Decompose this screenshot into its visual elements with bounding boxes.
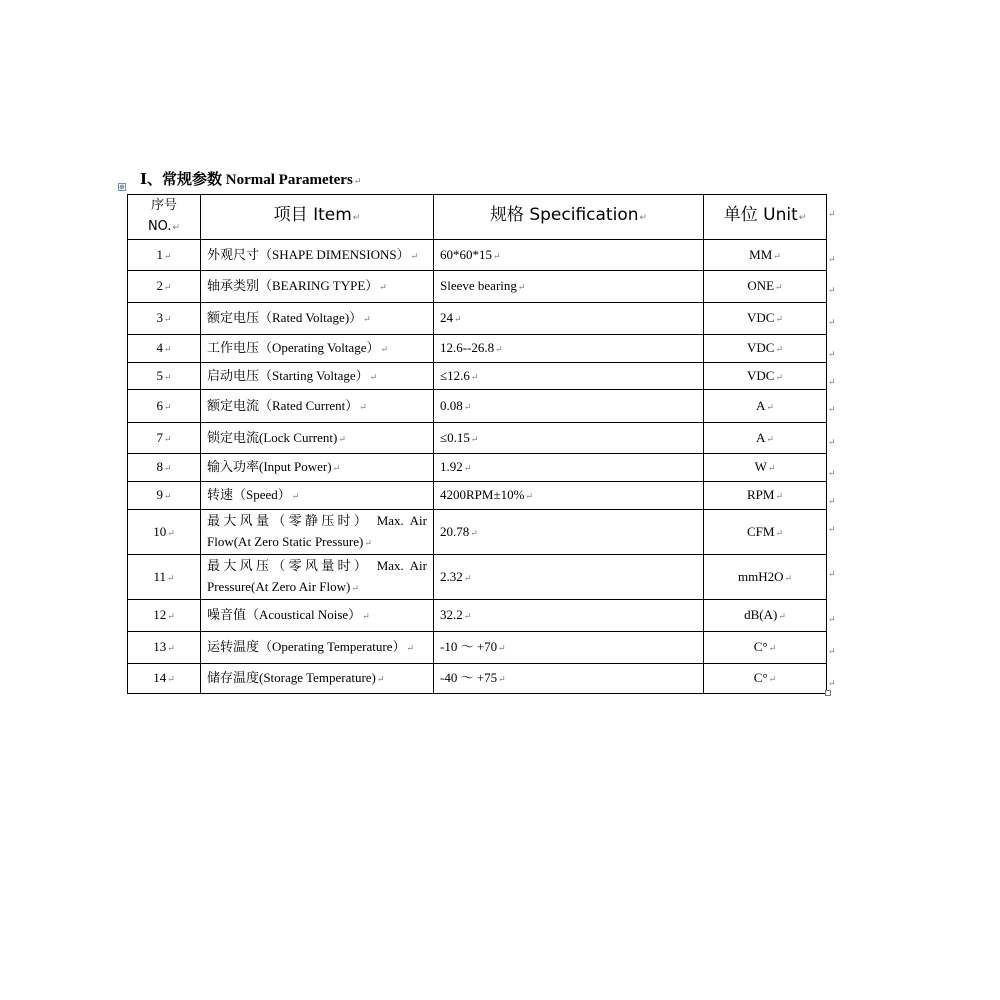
paragraph-mark-icon: ↵ [353, 176, 362, 186]
cell-unit-text: A [756, 429, 766, 445]
cell-item-text: 轴承类别（BEARING TYPE） [207, 278, 379, 293]
table-row [128, 335, 827, 363]
paragraph-mark-icon: ↵ [525, 491, 533, 501]
cell-no-text: 4 [156, 340, 163, 355]
cell-no-text: 14 [153, 670, 167, 685]
row-end-mark-icon: ↵ [828, 208, 836, 219]
cell-no[interactable] [128, 510, 201, 555]
row-end-mark-icon: ↵ [828, 523, 836, 534]
paragraph-mark-icon: ↵ [379, 282, 387, 292]
cell-no[interactable] [128, 600, 201, 632]
paragraph-mark-icon: ↵ [470, 527, 478, 538]
cell-spec-text: Sleeve bearing [440, 278, 517, 293]
cell-unit[interactable] [704, 303, 827, 335]
cell-no[interactable] [128, 664, 201, 694]
cell-no-text: 1 [156, 246, 163, 262]
table-row [128, 240, 827, 271]
cell-item-text: 储存温度(Storage Temperature) [207, 670, 376, 685]
cell-item-text: 启动电压（Starting Voltage） [207, 367, 369, 383]
table-row [128, 454, 827, 482]
table-row [128, 632, 827, 664]
paragraph-mark-icon: ↵ [363, 314, 371, 324]
row-end-mark-icon: ↵ [828, 316, 836, 327]
paragraph-mark-icon: ↵ [775, 491, 783, 501]
paragraph-mark-icon: ↵ [380, 344, 389, 354]
cell-no[interactable] [128, 632, 201, 664]
cell-no-text: 11 [153, 568, 166, 584]
paragraph-mark-icon: ↵ [517, 282, 526, 292]
header-unit: 单位 Unit [723, 205, 798, 225]
cell-spec[interactable] [434, 271, 704, 303]
cell-spec[interactable] [434, 390, 704, 423]
cell-item[interactable] [201, 240, 434, 271]
paragraph-mark-icon: ↵ [773, 250, 781, 261]
row-end-mark-icon: ↵ [828, 403, 836, 414]
cell-unit-text: C° [753, 670, 768, 685]
cell-unit-text: CFM [746, 523, 775, 539]
cell-no[interactable] [128, 271, 201, 303]
cell-item-text: 额定电流（Rated Current） [207, 397, 359, 413]
paragraph-mark-icon: ↵ [775, 282, 783, 292]
cell-spec-text: 60*60*15 [440, 246, 492, 262]
cell-unit[interactable] [704, 482, 827, 510]
cell-unit-text: dB(A) [744, 607, 778, 622]
paragraph-mark-icon: ↵ [167, 674, 175, 684]
paragraph-mark-icon: ↵ [163, 463, 172, 473]
paragraph-mark-icon: ↵ [639, 213, 648, 223]
paragraph-mark-icon: ↵ [454, 314, 462, 324]
paragraph-mark-icon: ↵ [332, 463, 341, 473]
table-row [128, 664, 827, 694]
cell-spec-text: 1.92 [440, 459, 463, 474]
row-end-marks [828, 0, 838, 1000]
cell-item-text: 外观尺寸（SHAPE DIMENSIONS） [207, 246, 410, 262]
cell-item[interactable] [201, 510, 434, 555]
cell-no-text: 8 [156, 459, 163, 474]
paragraph-mark-icon: ↵ [291, 491, 300, 501]
header-no-cell[interactable] [128, 195, 201, 240]
paragraph-mark-icon: ↵ [463, 572, 472, 583]
paragraph-mark-icon: ↵ [163, 282, 172, 292]
table-row [128, 555, 827, 600]
row-end-mark-icon: ↵ [828, 253, 836, 264]
section-title-text: Ⅰ、常规参数 Normal Parameters [140, 172, 353, 188]
paragraph-mark-icon: ↵ [166, 572, 175, 583]
paragraph-mark-icon: ↵ [369, 371, 378, 382]
cell-spec[interactable] [434, 600, 704, 632]
paragraph-mark-icon: ↵ [775, 344, 783, 354]
cell-item-text: 噪音值（Acoustical Noise） [207, 607, 362, 622]
cell-item[interactable] [201, 363, 434, 390]
cell-spec[interactable] [434, 303, 704, 335]
cell-unit-text: VDC [747, 310, 775, 325]
paragraph-mark-icon: ↵ [463, 463, 472, 473]
cell-no-text: 3 [156, 310, 163, 325]
paragraph-mark-icon: ↵ [359, 401, 367, 412]
table-row [128, 390, 827, 423]
header-item: 项目 Item [273, 205, 352, 225]
cell-spec[interactable] [434, 632, 704, 664]
paragraph-mark-icon: ↵ [775, 314, 783, 324]
cell-unit[interactable] [704, 390, 827, 423]
cell-spec[interactable] [434, 454, 704, 482]
paragraph-mark-icon: ↵ [351, 583, 359, 593]
cell-item-text: 额定电压（Rated Voltage)） [207, 310, 363, 325]
paragraph-mark-icon: ↵ [767, 463, 776, 473]
cell-item[interactable] [201, 482, 434, 510]
paragraph-mark-icon: ↵ [163, 344, 172, 354]
cell-unit-text: RPM [746, 487, 775, 502]
cell-spec[interactable] [434, 335, 704, 363]
cell-no[interactable] [128, 303, 201, 335]
cell-no-text: 9 [156, 487, 163, 502]
cell-no[interactable] [128, 454, 201, 482]
cell-item[interactable] [201, 303, 434, 335]
paragraph-mark-icon: ↵ [163, 433, 172, 444]
cell-item[interactable] [201, 454, 434, 482]
paragraph-mark-icon: ↵ [495, 344, 503, 354]
cell-item-text: 最大风量（零静压时） Max. Air Flow(At Zero Static Pressure) [207, 513, 427, 549]
cell-item[interactable] [201, 632, 434, 664]
cell-unit-text: mmH2O [737, 568, 784, 584]
cell-item[interactable] [201, 423, 434, 454]
paragraph-mark-icon: ↵ [766, 401, 774, 412]
cell-spec-text: 0.08 [440, 397, 463, 413]
cell-unit[interactable] [704, 664, 827, 694]
table-move-handle-icon[interactable]: ⊕ [119, 183, 125, 191]
paragraph-mark-icon: ↵ [163, 250, 172, 261]
cell-spec-text: ≤0.15 [440, 429, 470, 445]
cell-no[interactable] [128, 423, 201, 454]
paragraph-mark-icon: ↵ [784, 572, 793, 583]
cell-unit[interactable] [704, 240, 827, 271]
header-item-cell[interactable] [201, 195, 434, 240]
row-end-mark-icon: ↵ [828, 677, 836, 688]
paragraph-mark-icon: ↵ [362, 611, 370, 621]
cell-no[interactable] [128, 240, 201, 271]
row-end-mark-icon: ↵ [828, 613, 836, 624]
cell-item-text: 工作电压（Operating Voltage） [207, 340, 380, 355]
paragraph-mark-icon: ↵ [463, 611, 472, 621]
paragraph-mark-icon: ↵ [364, 538, 372, 548]
cell-no[interactable] [128, 555, 201, 600]
cell-unit[interactable] [704, 454, 827, 482]
table-row [128, 423, 827, 454]
cell-item-text: 最大风压（零风量时） Max. Air Pressure(At Zero Air Flow) [207, 558, 427, 594]
row-end-mark-icon: ↵ [828, 348, 836, 359]
cell-item[interactable] [201, 555, 434, 600]
header-spec-cell[interactable] [434, 195, 704, 240]
cell-item-text: 转速（Speed） [207, 487, 291, 502]
cell-spec-text: 2.32 [440, 568, 463, 584]
table-row [128, 271, 827, 303]
cell-spec[interactable] [434, 510, 704, 555]
cell-spec-text: -40 ～ +75 [440, 670, 498, 685]
row-end-mark-icon: ↵ [828, 436, 836, 447]
cell-unit[interactable] [704, 510, 827, 555]
paragraph-mark-icon: ↵ [410, 250, 419, 261]
paragraph-mark-icon: ↵ [167, 527, 175, 538]
cell-unit[interactable] [704, 600, 827, 632]
cell-item[interactable] [201, 664, 434, 694]
cell-no[interactable] [128, 363, 201, 390]
cell-no-text: 2 [156, 278, 163, 293]
header-unit-cell[interactable] [704, 195, 827, 240]
paragraph-mark-icon: ↵ [406, 643, 415, 653]
cell-spec-text: 12.6--26.8 [440, 340, 495, 355]
cell-unit[interactable] [704, 271, 827, 303]
cell-spec-text: 20.78 [440, 523, 470, 539]
cell-unit-text: ONE [747, 278, 775, 293]
cell-unit[interactable] [704, 363, 827, 390]
paragraph-mark-icon: ↵ [463, 401, 472, 412]
paragraph-mark-icon: ↵ [775, 527, 783, 538]
cell-item-text: 运转温度（Operating Temperature） [207, 639, 406, 654]
cell-spec-text: 24 [440, 310, 453, 325]
row-end-mark-icon: ↵ [828, 376, 836, 387]
header-no: 序号 NO. [147, 198, 177, 234]
paragraph-mark-icon: ↵ [172, 223, 181, 233]
paragraph-mark-icon: ↵ [352, 213, 361, 223]
row-end-mark-icon: ↵ [828, 284, 836, 295]
paragraph-mark-icon: ↵ [768, 674, 777, 684]
cell-item[interactable] [201, 600, 434, 632]
row-end-mark-icon: ↵ [828, 645, 836, 656]
cell-spec[interactable] [434, 482, 704, 510]
paragraph-mark-icon: ↵ [470, 371, 479, 382]
table-resize-handle-icon[interactable] [825, 690, 831, 696]
cell-spec[interactable] [434, 555, 704, 600]
cell-spec-text: 32.2 [440, 607, 463, 622]
cell-no-text: 12 [153, 607, 167, 622]
paragraph-mark-icon: ↵ [498, 674, 506, 684]
table-header-row [128, 195, 827, 240]
paragraph-mark-icon: ↵ [163, 371, 172, 382]
cell-unit-text: W [754, 459, 767, 474]
paragraph-mark-icon: ↵ [163, 314, 172, 324]
cell-spec-text: 4200RPM±10% [440, 487, 525, 502]
cell-unit-text: VDC [747, 367, 775, 383]
paragraph-mark-icon: ↵ [768, 643, 777, 653]
paragraph-mark-icon: ↵ [766, 433, 774, 444]
cell-spec[interactable] [434, 363, 704, 390]
cell-no[interactable] [128, 482, 201, 510]
table-row [128, 510, 827, 555]
paragraph-mark-icon: ↵ [376, 674, 385, 684]
paragraph-mark-icon: ↵ [778, 611, 786, 621]
paragraph-mark-icon: ↵ [167, 611, 175, 621]
table-row [128, 363, 827, 390]
cell-unit[interactable] [704, 423, 827, 454]
paragraph-mark-icon: ↵ [775, 371, 783, 382]
cell-no[interactable] [128, 335, 201, 363]
cell-item-text: 锁定电流(Lock Current) [207, 429, 338, 445]
paragraph-mark-icon: ↵ [167, 643, 175, 653]
section-title [140, 170, 361, 190]
cell-no-text: 13 [153, 639, 167, 654]
cell-unit-text: C° [753, 639, 768, 654]
cell-spec[interactable] [434, 423, 704, 454]
cell-item-text: 输入功率(Input Power) [207, 459, 332, 474]
cell-no[interactable] [128, 390, 201, 423]
table-row [128, 482, 827, 510]
row-end-mark-icon: ↵ [828, 495, 836, 506]
row-end-mark-icon: ↵ [828, 467, 836, 478]
cell-no-text: 5 [156, 367, 163, 383]
cell-no-text: 6 [156, 397, 163, 413]
cell-no-text: 7 [156, 429, 163, 445]
paragraph-mark-icon: ↵ [338, 433, 346, 444]
cell-item[interactable] [201, 335, 434, 363]
cell-unit[interactable] [704, 632, 827, 664]
table-row [128, 600, 827, 632]
cell-unit-text: VDC [747, 340, 775, 355]
cell-item[interactable] [201, 390, 434, 423]
header-spec: 规格 Specification [489, 205, 639, 225]
cell-unit[interactable] [704, 335, 827, 363]
cell-unit-text: A [756, 397, 766, 413]
cell-spec-text: ≤12.6 [440, 367, 470, 383]
cell-no-text: 10 [153, 523, 167, 539]
cell-spec-text: -10 ～ +70 [440, 639, 498, 654]
parameters-table [127, 194, 827, 694]
paragraph-mark-icon: ↵ [493, 250, 501, 261]
paragraph-mark-icon: ↵ [470, 433, 479, 444]
table-row [128, 303, 827, 335]
cell-item[interactable] [201, 271, 434, 303]
paragraph-mark-icon: ↵ [798, 213, 807, 223]
row-end-mark-icon: ↵ [828, 568, 836, 579]
cell-unit-text: MM [749, 246, 773, 262]
paragraph-mark-icon: ↵ [498, 643, 506, 653]
paragraph-mark-icon: ↵ [163, 401, 172, 412]
cell-spec[interactable] [434, 240, 704, 271]
cell-spec[interactable] [434, 664, 704, 694]
cell-unit[interactable] [704, 555, 827, 600]
paragraph-mark-icon: ↵ [163, 491, 172, 501]
